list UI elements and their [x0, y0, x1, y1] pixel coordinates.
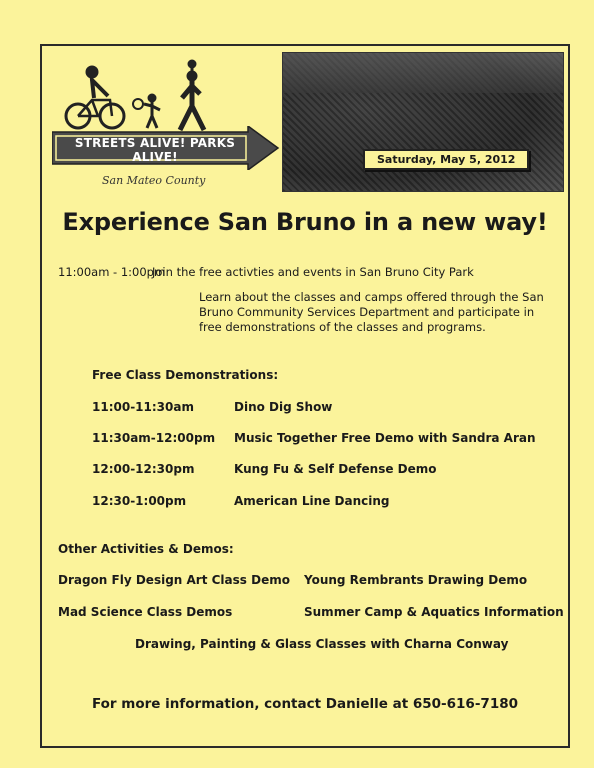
county-script: San Mateo County [102, 174, 206, 187]
adult-carrying-child-icon [180, 60, 204, 130]
event-date-badge: Saturday, May 5, 2012 [363, 149, 529, 170]
schedule-event: Dino Dig Show [234, 400, 333, 414]
page-title: Experience San Bruno in a new way! [62, 208, 548, 236]
photo-sky [283, 53, 563, 93]
schedule-row [92, 431, 536, 445]
schedule-time: 12:30-1:00pm [92, 494, 187, 508]
activity-item: Summer Camp & Aquatics Information [304, 605, 564, 619]
event-time: 11:00am - 1:00pm [58, 265, 166, 279]
schedule-time: 11:30am-12:00pm [92, 431, 216, 445]
activity-item: Mad Science Class Demos [58, 605, 233, 619]
schedule-event: Music Together Free Demo with Sandra Aran [234, 431, 536, 445]
schedule-event: American Line Dancing [234, 494, 390, 508]
streets-alive-logo [52, 54, 280, 194]
cyclist-icon [66, 67, 124, 128]
child-with-ball-icon [133, 94, 160, 128]
activities-title: Other Activities & Demos: [58, 542, 234, 556]
schedule-row [92, 494, 389, 508]
schedule-row [92, 400, 332, 414]
activity-item: Drawing, Painting & Glass Classes with Charna Conway [135, 637, 509, 651]
intro-paragraph: Learn about the classes and camps offered through the San Bruno Community Services Department and participate in free demonstrations of the classes and programs. [199, 290, 544, 334]
arrow-sign-text: STREETS ALIVE! PARKS ALIVE! [74, 136, 236, 164]
schedule-row [92, 462, 437, 476]
contact-info: For more information, contact Danielle at 650-616-7180 [91, 696, 518, 712]
event-timeline [58, 265, 474, 279]
schedule-time: 12:00-12:30pm [92, 462, 195, 476]
activity-item: Dragon Fly Design Art Class Demo [58, 573, 290, 587]
schedule-event: Kung Fu & Self Defense Demo [234, 462, 437, 476]
schedule-time: 11:00-11:30am [92, 400, 194, 414]
event-summary: Join the free activties and events in San Bruno City Park [152, 265, 474, 279]
event-photo [282, 52, 564, 192]
people-illustration [52, 54, 280, 134]
schedule-title: Free Class Demonstrations: [92, 368, 279, 382]
activity-item: Young Rembrants Drawing Demo [304, 573, 528, 587]
